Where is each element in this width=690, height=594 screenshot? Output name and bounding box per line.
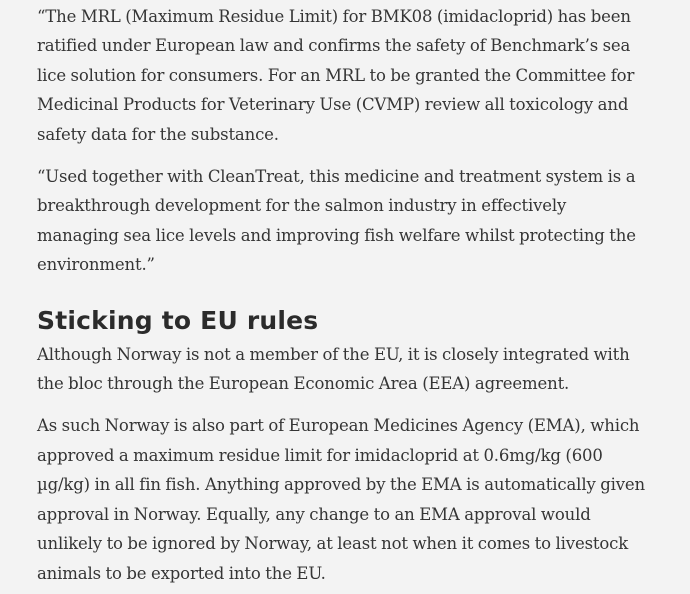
paragraph-norway-eea: Although Norway is not a member of the EU, it is closely integrated with the bloc through the European Economic Area (EEA) agreement. — [37, 344, 630, 394]
quote-paragraph-cleantreat: “Used together with CleanTreat, this medicine and treatment system is a breakthrough development for the salmon industry in effectively managing sea lice levels and improving fish welfare whilst protecting the environment.” — [37, 167, 636, 275]
article-body — [37, 2, 649, 588]
section-heading: Sticking to EU rules — [37, 305, 319, 335]
paragraph-norway-ema: As such Norway is also part of European Medicines Agency (EMA), which approved a maximum residue limit for imidacloprid at 0.6mg/kg (600 µg/kg) in all fin fish. Anything approved by the EMA is automatically given approval in Norway. Equally, any change to an EMA approval would unlikely to be ignored by Norway, at least not when it comes to livestock animals to be exported into the EU. — [37, 416, 646, 583]
quote-paragraph-mrl: “The MRL (Maximum Residue Limit) for BMK08 (imidacloprid) has been ratified under European law and confirms the safety of Benchmark’s sea lice solution for consumers. For an MRL to be granted the Committee for Medicinal Products for Veterinary Use (CVMP) review all toxicology and safety data for the substance. — [37, 7, 635, 144]
